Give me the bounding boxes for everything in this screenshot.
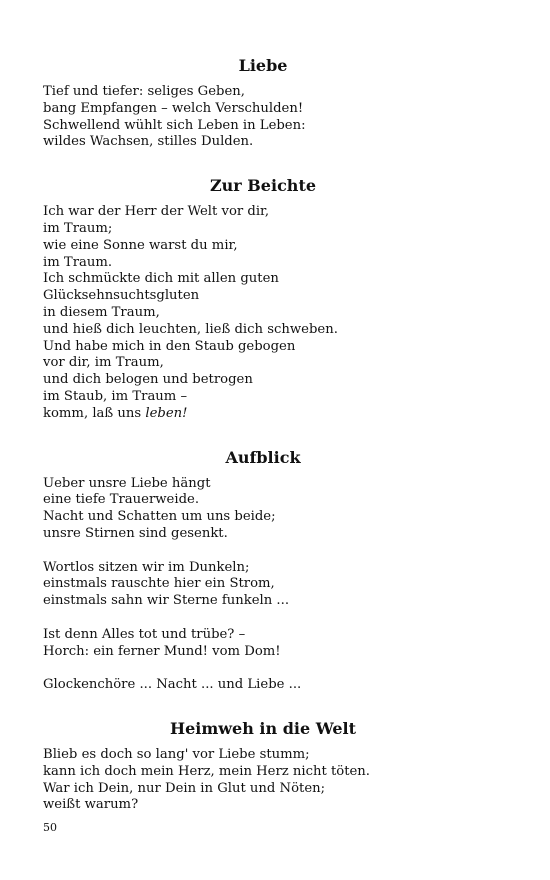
poem-line <box>43 509 483 526</box>
line-text: und hieß dich leuchten, ließ dich schweben. <box>43 321 338 337</box>
line-text: unsre Stirnen sind gesenkt. <box>43 525 228 541</box>
poem <box>43 56 483 151</box>
line-text: Ueber unsre Liebe hängt <box>43 475 211 491</box>
stanza <box>43 84 483 151</box>
poem-line <box>43 271 483 288</box>
poem-line <box>43 322 483 339</box>
poem <box>43 719 483 814</box>
poem-list <box>43 56 483 814</box>
poem-line <box>43 644 483 661</box>
stanza <box>43 560 483 610</box>
poem-title: Heimweh in die Welt <box>169 718 357 738</box>
line-text: Horch: ein ferner Mund! vom Dom! <box>43 643 281 659</box>
line-text: Glücksehnsuchtsgluten <box>43 288 200 304</box>
line-text: im Traum. <box>43 254 113 270</box>
page-number: 50 <box>43 821 57 834</box>
poem-line <box>43 305 483 322</box>
emphasized-text: leben! <box>145 405 188 421</box>
line-text: War ich Dein, nur Dein in Glut und Nöten; <box>43 780 326 796</box>
poem-line <box>43 406 483 423</box>
stanza <box>43 627 483 661</box>
line-text: eine tiefe Trauerweide. <box>43 492 200 508</box>
line-text: im Traum; <box>43 220 113 236</box>
poem-line <box>43 781 483 798</box>
book-page <box>43 56 483 839</box>
poem-line <box>43 797 483 814</box>
line-text: Glockenchöre ... Nacht ... und Liebe ... <box>43 677 302 693</box>
line-text: wildes Wachsen, stilles Dulden. <box>43 134 254 150</box>
stanza <box>43 204 483 422</box>
poem-line <box>43 134 483 151</box>
poem <box>43 176 483 422</box>
line-text: weißt warum? <box>43 797 139 813</box>
poem-line <box>43 288 483 305</box>
poem-line <box>43 627 483 644</box>
line-text: Wortlos sitzen wir im Dunkeln; <box>43 559 250 575</box>
poem-line <box>43 255 483 272</box>
line-text: im Staub, im Traum – <box>43 388 188 404</box>
poem-line <box>43 84 483 101</box>
line-text: vor dir, im Traum, <box>43 355 164 371</box>
line-text: bang Empfangen – welch Verschulden! <box>43 100 304 116</box>
poem-line <box>43 204 483 221</box>
poem-line <box>43 747 483 764</box>
poem-line <box>43 355 483 372</box>
stanza <box>43 476 483 543</box>
line-text: Ich war der Herr der Welt vor dir, <box>43 204 270 220</box>
poem-line <box>43 238 483 255</box>
poem-line <box>43 372 483 389</box>
poem-line <box>43 221 483 238</box>
poem-line <box>43 576 483 593</box>
poem-line <box>43 118 483 135</box>
line-text: und dich belogen und betrogen <box>43 372 253 388</box>
stanza <box>43 677 483 694</box>
line-text: komm, laß uns <box>43 405 146 421</box>
line-text: Blieb es doch so lang' vor Liebe stumm; <box>43 746 310 762</box>
poem-line <box>43 389 483 406</box>
line-text: kann ich doch mein Herz, mein Herz nicht töten. <box>43 763 370 779</box>
poem-line <box>43 339 483 356</box>
poem-line <box>43 677 483 694</box>
poem-line <box>43 101 483 118</box>
poem-line <box>43 492 483 509</box>
poem-line <box>43 476 483 493</box>
poem-title: Zur Beichte <box>209 176 317 196</box>
line-text: Und habe mich in den Staub gebogen <box>43 338 296 354</box>
line-text: Ich schmückte dich mit allen guten <box>43 271 279 287</box>
poem-line <box>43 526 483 543</box>
line-text: einstmals rauschte hier ein Strom, <box>43 576 275 592</box>
line-text: Ist denn Alles tot und trübe? – <box>43 626 246 642</box>
line-text: Nacht und Schatten um uns beide; <box>43 509 276 525</box>
line-text: wie eine Sonne warst du mir, <box>43 237 238 253</box>
stanza <box>43 747 483 814</box>
poem-title: Aufblick <box>225 447 301 467</box>
poem-title: Liebe <box>238 56 288 75</box>
line-text: Tief und tiefer: seliges Geben, <box>43 84 245 99</box>
poem <box>43 448 483 694</box>
poem-line <box>43 560 483 577</box>
poem-line <box>43 593 483 610</box>
poem-line <box>43 764 483 781</box>
line-text: in diesem Traum, <box>43 304 160 320</box>
line-text: einstmals sahn wir Sterne funkeln ... <box>43 593 290 609</box>
line-text: Schwellend wühlt sich Leben in Leben: <box>43 117 306 133</box>
